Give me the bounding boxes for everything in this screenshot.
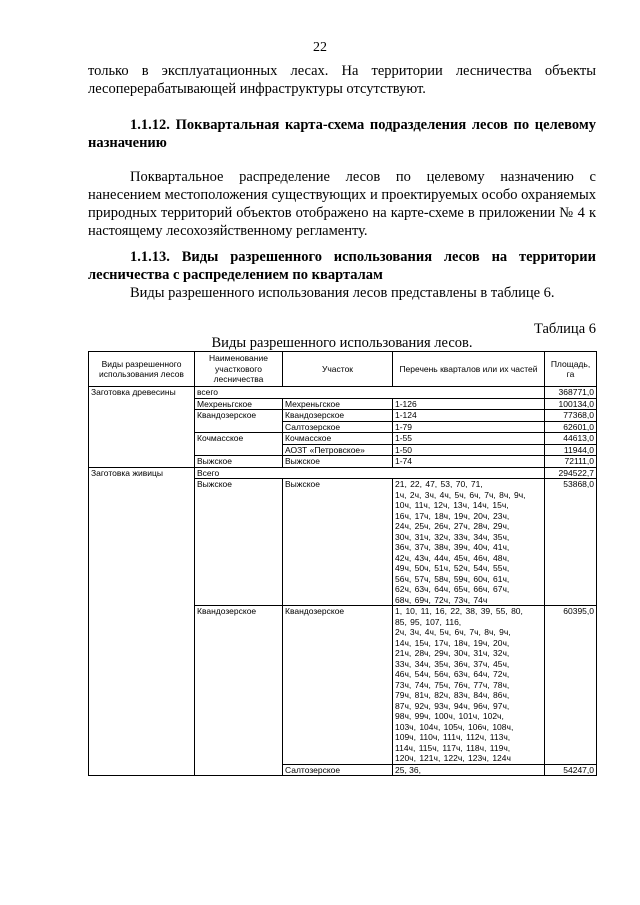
permitted-use-table (88, 351, 597, 776)
plot-cell: АОЗТ «Петровское» (283, 444, 393, 456)
district-cell: Квандозерское (195, 410, 283, 433)
district-cell: Выжское (195, 456, 283, 468)
header-quarters: Перечень кварталов или их частей (393, 352, 545, 387)
heading-1-1-13: 1.1.13. Виды разрешенного использования лесов на территории лесничества с распределением по кварталам (88, 249, 596, 283)
plot-cell: Выжское (283, 479, 393, 606)
district-cell: Мехреньгское (195, 398, 283, 410)
area-cell: 11944,0 (545, 444, 597, 456)
quarters-cell: 1-50 (393, 444, 545, 456)
area-cell: 54247,0 (545, 764, 597, 776)
quarters-cell: 1-55 (393, 433, 545, 445)
total-label-cell: Всего (195, 467, 545, 479)
table-title: Виды разрешенного использования лесов. (211, 335, 473, 351)
header-area: Площадь, га (545, 352, 597, 387)
page-number: 22 (313, 40, 327, 55)
use-type-cell: Заготовка древесины (89, 387, 195, 468)
plot-cell: Кочмасское (283, 433, 393, 445)
quarters-cell: 1-124 (393, 410, 545, 422)
plot-cell: Квандозерское (283, 410, 393, 422)
plot-cell: Салтозерское (283, 421, 393, 433)
quarters-cell: 1-126 (393, 398, 545, 410)
use-type-cell: Заготовка живицы (89, 467, 195, 776)
paragraph-exploitation: только в эксплуатационных лесах. На территории лесничества объекты лесоперерабатывающей инфраструктуры отсутствуют. (88, 63, 596, 97)
quarters-cell: 1, 10, 11, 16, 22, 38, 39, 55, 80, 85, 95, 107, 116, 2ч, 3ч, 4ч, 5ч, 6ч, 7ч, 8ч, 9ч, 14ч, 15ч, 17ч, 18ч, 19ч, 20ч, 21ч, 28ч, 29ч, 30ч, 31ч, 32ч, 33ч, 34ч, 35ч, 36ч, 37ч, 45ч, 46ч, 54ч, 56ч, 63ч, 64ч, 72ч, 73ч, 74ч, 75ч, 76ч, 77ч, 78ч, 79ч, 81ч, 82ч, 83ч, 84ч, 86ч, 87ч, 92ч, 93ч, 94ч, 96ч, 97ч, 98ч, 99ч, 100ч, 101ч, 102ч, 103ч, 104ч, 105ч, 106ч, 108ч, 109ч, 110ч, 111ч, 112ч, 113ч, 114ч, 115ч, 117ч, 118ч, 119ч, 120ч, 121ч, 122ч, 123ч, 124ч (393, 606, 545, 765)
plot-cell: Мехреньгское (283, 398, 393, 410)
district-cell: Квандозерское (195, 606, 283, 776)
area-cell: 62601,0 (545, 421, 597, 433)
total-label-cell: всего (195, 387, 545, 399)
area-cell: 77368,0 (545, 410, 597, 422)
plot-cell: Салтозерское (283, 764, 393, 776)
plot-cell: Квандозерское (283, 606, 393, 765)
area-cell: 100134,0 (545, 398, 597, 410)
paragraph-table-reference: Виды разрешенного использования лесов представлены в таблице 6. (130, 285, 555, 301)
quarters-cell: 1-74 (393, 456, 545, 468)
paragraph-quarter-distribution: Поквартальное распределение лесов по целевому назначению с нанесением местоположения существующих и проектируемых особо охраняемых природных территорий объектов отображено на карте-схеме в приложении № 4 к настоящему лесохозяйственному регламенту. (88, 169, 596, 239)
area-cell: 294522,7 (545, 467, 597, 479)
table-row (89, 387, 597, 399)
area-cell: 53868,0 (545, 479, 597, 606)
quarters-cell: 25, 36, (393, 764, 545, 776)
area-cell: 60395,0 (545, 606, 597, 765)
quarters-cell: 21, 22, 47, 53, 70, 71, 1ч, 2ч, 3ч, 4ч, 5ч, 6ч, 7ч, 8ч, 9ч, 10ч, 11ч, 12ч, 13ч, 14ч, 15ч, 16ч, 17ч, 18ч, 19ч, 20ч, 23ч, 24ч, 25ч, 26ч, 27ч, 28ч, 29ч, 30ч, 31ч, 32ч, 33ч, 34ч, 35ч, 36ч, 37ч, 38ч, 39ч, 40ч, 41ч, 42ч, 43ч, 44ч, 45ч, 46ч, 48ч, 49ч, 50ч, 51ч, 52ч, 54ч, 55ч, 56ч, 57ч, 58ч, 59ч, 60ч, 61ч, 62ч, 63ч, 64ч, 65ч, 66ч, 67ч, 68ч, 69ч, 72ч, 73ч, 74ч (393, 479, 545, 606)
district-cell: Кочмасское (195, 433, 283, 456)
plot-cell: Выжское (283, 456, 393, 468)
district-cell: Выжское (195, 479, 283, 606)
table-number: Таблица 6 (533, 321, 596, 337)
header-plot: Участок (283, 352, 393, 387)
table-header-row (89, 352, 597, 387)
heading-1-1-12: 1.1.12. Поквартальная карта-схема подразделения лесов по целевому назначению (88, 117, 596, 151)
area-cell: 44613,0 (545, 433, 597, 445)
area-cell: 72111,0 (545, 456, 597, 468)
header-use-type: Виды разрешенного использования лесов (89, 352, 195, 387)
header-district: Наименование участкового лесничества (195, 352, 283, 387)
area-cell: 368771,0 (545, 387, 597, 399)
quarters-cell: 1-79 (393, 421, 545, 433)
table-row (89, 467, 597, 479)
